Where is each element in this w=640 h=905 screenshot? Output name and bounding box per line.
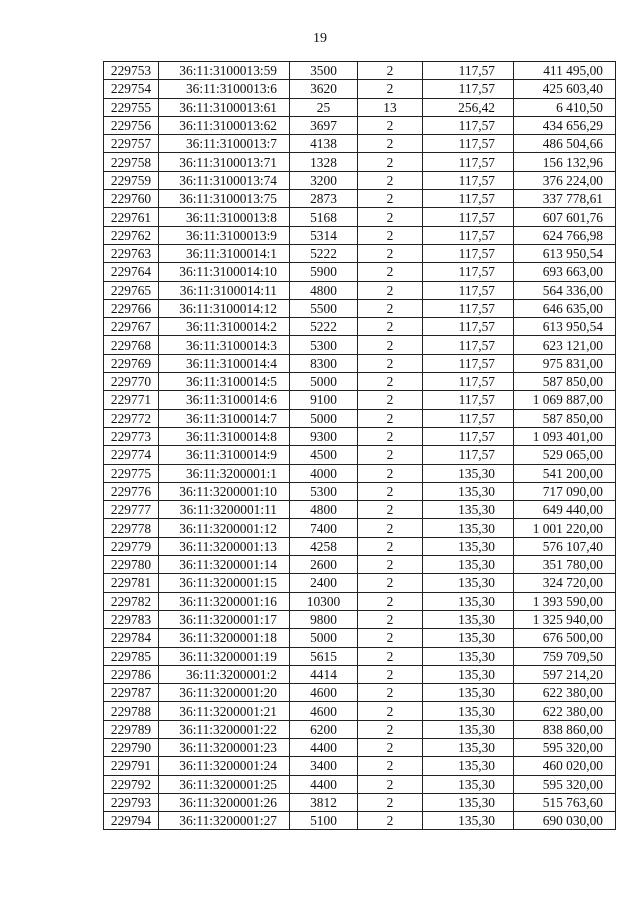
- area-cell: 5300: [290, 482, 358, 500]
- cadastral-value-cell: 595 320,00: [514, 775, 616, 793]
- row-id-cell: 229753: [104, 62, 159, 80]
- table-row: [104, 684, 616, 702]
- cadastral-number-cell: 36:11:3200001:23: [159, 738, 290, 756]
- rate-cell: 117,57: [423, 318, 514, 336]
- area-cell: 6200: [290, 720, 358, 738]
- cadastral-value-cell: 838 860,00: [514, 720, 616, 738]
- rate-cell: 135,30: [423, 775, 514, 793]
- rate-cell: 135,30: [423, 684, 514, 702]
- cadastral-number-cell: 36:11:3100014:1: [159, 244, 290, 262]
- area-cell: 2873: [290, 190, 358, 208]
- rate-cell: 135,30: [423, 702, 514, 720]
- group-cell: 2: [358, 244, 423, 262]
- group-cell: 2: [358, 501, 423, 519]
- cadastral-number-cell: 36:11:3200001:12: [159, 519, 290, 537]
- cadastral-value-cell: 646 635,00: [514, 299, 616, 317]
- rate-cell: 117,57: [423, 208, 514, 226]
- cadastral-value-cell: 376 224,00: [514, 171, 616, 189]
- cadastral-value-cell: 1 393 590,00: [514, 592, 616, 610]
- cadastral-value-cell: 411 495,00: [514, 62, 616, 80]
- cadastral-value-cell: 607 601,76: [514, 208, 616, 226]
- group-cell: 2: [358, 592, 423, 610]
- cadastral-number-cell: 36:11:3100013:62: [159, 116, 290, 134]
- rate-cell: 117,57: [423, 116, 514, 134]
- row-id-cell: 229757: [104, 135, 159, 153]
- cadastral-number-cell: 36:11:3200001:25: [159, 775, 290, 793]
- rate-cell: 117,57: [423, 263, 514, 281]
- table-row: [104, 738, 616, 756]
- cadastral-value-cell: 515 763,60: [514, 793, 616, 811]
- cadastral-value-cell: 975 831,00: [514, 354, 616, 372]
- area-cell: 5000: [290, 629, 358, 647]
- area-cell: 3500: [290, 62, 358, 80]
- cadastral-value-cell: 434 656,29: [514, 116, 616, 134]
- cadastral-number-cell: 36:11:3200001:21: [159, 702, 290, 720]
- rate-cell: 135,30: [423, 537, 514, 555]
- table-row: [104, 391, 616, 409]
- group-cell: 2: [358, 537, 423, 555]
- table-row: [104, 610, 616, 628]
- cadastral-number-cell: 36:11:3100013:59: [159, 62, 290, 80]
- rate-cell: 135,30: [423, 464, 514, 482]
- area-cell: 9300: [290, 427, 358, 445]
- row-id-cell: 229791: [104, 757, 159, 775]
- cadastral-number-cell: 36:11:3100013:71: [159, 153, 290, 171]
- group-cell: 2: [358, 519, 423, 537]
- group-cell: 2: [358, 354, 423, 372]
- row-id-cell: 229788: [104, 702, 159, 720]
- row-id-cell: 229784: [104, 629, 159, 647]
- cadastral-number-cell: 36:11:3200001:22: [159, 720, 290, 738]
- cadastral-value-cell: 541 200,00: [514, 464, 616, 482]
- area-cell: 4600: [290, 684, 358, 702]
- area-cell: 1328: [290, 153, 358, 171]
- group-cell: 2: [358, 80, 423, 98]
- cadastral-number-cell: 36:11:3200001:11: [159, 501, 290, 519]
- rate-cell: 117,57: [423, 135, 514, 153]
- area-cell: 3620: [290, 80, 358, 98]
- rate-cell: 117,57: [423, 373, 514, 391]
- cadastral-value-table: [103, 61, 616, 830]
- cadastral-value-cell: 6 410,50: [514, 98, 616, 116]
- area-cell: 4000: [290, 464, 358, 482]
- cadastral-value-cell: 529 065,00: [514, 446, 616, 464]
- cadastral-number-cell: 36:11:3200001:19: [159, 647, 290, 665]
- rate-cell: 135,30: [423, 501, 514, 519]
- group-cell: 2: [358, 135, 423, 153]
- cadastral-number-cell: 36:11:3200001:26: [159, 793, 290, 811]
- cadastral-value-cell: 324 720,00: [514, 574, 616, 592]
- row-id-cell: 229779: [104, 537, 159, 555]
- cadastral-number-cell: 36:11:3200001:10: [159, 482, 290, 500]
- group-cell: 2: [358, 171, 423, 189]
- rate-cell: 135,30: [423, 647, 514, 665]
- cadastral-value-cell: 1 069 887,00: [514, 391, 616, 409]
- row-id-cell: 229776: [104, 482, 159, 500]
- group-cell: 2: [358, 629, 423, 647]
- table-row: [104, 244, 616, 262]
- table-row: [104, 812, 616, 830]
- area-cell: 9800: [290, 610, 358, 628]
- area-cell: 2400: [290, 574, 358, 592]
- cadastral-value-cell: 595 320,00: [514, 738, 616, 756]
- row-id-cell: 229767: [104, 318, 159, 336]
- table-row: [104, 665, 616, 683]
- row-id-cell: 229775: [104, 464, 159, 482]
- cadastral-value-cell: 613 950,54: [514, 318, 616, 336]
- rate-cell: 117,57: [423, 427, 514, 445]
- area-cell: 5100: [290, 812, 358, 830]
- cadastral-number-cell: 36:11:3100014:5: [159, 373, 290, 391]
- area-cell: 4400: [290, 775, 358, 793]
- group-cell: 2: [358, 116, 423, 134]
- cadastral-value-cell: 693 663,00: [514, 263, 616, 281]
- group-cell: 2: [358, 647, 423, 665]
- cadastral-value-cell: 624 766,98: [514, 226, 616, 244]
- rate-cell: 117,57: [423, 391, 514, 409]
- group-cell: 2: [358, 482, 423, 500]
- group-cell: 2: [358, 720, 423, 738]
- cadastral-value-cell: 156 132,96: [514, 153, 616, 171]
- table-row: [104, 263, 616, 281]
- cadastral-number-cell: 36:11:3100014:6: [159, 391, 290, 409]
- table-row: [104, 98, 616, 116]
- rate-cell: 117,57: [423, 409, 514, 427]
- cadastral-value-cell: 649 440,00: [514, 501, 616, 519]
- rate-cell: 135,30: [423, 556, 514, 574]
- table-row: [104, 464, 616, 482]
- table-row: [104, 190, 616, 208]
- group-cell: 2: [358, 208, 423, 226]
- table-row: [104, 427, 616, 445]
- area-cell: 5222: [290, 318, 358, 336]
- group-cell: 2: [358, 226, 423, 244]
- area-cell: 25: [290, 98, 358, 116]
- table-row: [104, 775, 616, 793]
- group-cell: 2: [358, 556, 423, 574]
- rate-cell: 135,30: [423, 574, 514, 592]
- row-id-cell: 229786: [104, 665, 159, 683]
- table-row: [104, 501, 616, 519]
- cadastral-value-cell: 622 380,00: [514, 702, 616, 720]
- table-row: [104, 281, 616, 299]
- group-cell: 2: [358, 684, 423, 702]
- row-id-cell: 229758: [104, 153, 159, 171]
- table-body: [104, 62, 616, 830]
- group-cell: 2: [358, 153, 423, 171]
- area-cell: 5500: [290, 299, 358, 317]
- cadastral-number-cell: 36:11:3100014:8: [159, 427, 290, 445]
- row-id-cell: 229774: [104, 446, 159, 464]
- table-row: [104, 629, 616, 647]
- rate-cell: 135,30: [423, 592, 514, 610]
- cadastral-number-cell: 36:11:3200001:13: [159, 537, 290, 555]
- area-cell: 3200: [290, 171, 358, 189]
- cadastral-number-cell: 36:11:3100013:7: [159, 135, 290, 153]
- group-cell: 2: [358, 62, 423, 80]
- cadastral-value-cell: 486 504,66: [514, 135, 616, 153]
- group-cell: 2: [358, 427, 423, 445]
- area-cell: 9100: [290, 391, 358, 409]
- table-row: [104, 62, 616, 80]
- table-row: [104, 647, 616, 665]
- table-row: [104, 574, 616, 592]
- rate-cell: 117,57: [423, 171, 514, 189]
- table-row: [104, 519, 616, 537]
- area-cell: 5168: [290, 208, 358, 226]
- cadastral-value-cell: 690 030,00: [514, 812, 616, 830]
- area-cell: 4800: [290, 281, 358, 299]
- row-id-cell: 229768: [104, 336, 159, 354]
- row-id-cell: 229765: [104, 281, 159, 299]
- cadastral-number-cell: 36:11:3100014:7: [159, 409, 290, 427]
- row-id-cell: 229772: [104, 409, 159, 427]
- rate-cell: 117,57: [423, 190, 514, 208]
- rate-cell: 135,30: [423, 610, 514, 628]
- cadastral-value-cell: 564 336,00: [514, 281, 616, 299]
- row-id-cell: 229793: [104, 793, 159, 811]
- table-row: [104, 556, 616, 574]
- table-row: [104, 116, 616, 134]
- rate-cell: 135,30: [423, 757, 514, 775]
- cadastral-number-cell: 36:11:3100014:3: [159, 336, 290, 354]
- table-row: [104, 171, 616, 189]
- area-cell: 4800: [290, 501, 358, 519]
- rate-cell: 135,30: [423, 482, 514, 500]
- group-cell: 2: [358, 464, 423, 482]
- row-id-cell: 229789: [104, 720, 159, 738]
- page-number: 19: [313, 31, 327, 46]
- rate-cell: 117,57: [423, 244, 514, 262]
- rate-cell: 117,57: [423, 153, 514, 171]
- table-row: [104, 299, 616, 317]
- cadastral-value-cell: 623 121,00: [514, 336, 616, 354]
- cadastral-value-cell: 460 020,00: [514, 757, 616, 775]
- cadastral-value-cell: 759 709,50: [514, 647, 616, 665]
- rate-cell: 117,57: [423, 336, 514, 354]
- rate-cell: 135,30: [423, 812, 514, 830]
- row-id-cell: 229790: [104, 738, 159, 756]
- area-cell: 4600: [290, 702, 358, 720]
- row-id-cell: 229755: [104, 98, 159, 116]
- cadastral-number-cell: 36:11:3100014:10: [159, 263, 290, 281]
- rate-cell: 135,30: [423, 519, 514, 537]
- row-id-cell: 229766: [104, 299, 159, 317]
- table-row: [104, 720, 616, 738]
- rate-cell: 135,30: [423, 720, 514, 738]
- table-row: [104, 208, 616, 226]
- table-row: [104, 80, 616, 98]
- area-cell: 2600: [290, 556, 358, 574]
- cadastral-number-cell: 36:11:3100014:11: [159, 281, 290, 299]
- area-cell: 7400: [290, 519, 358, 537]
- cadastral-value-cell: 337 778,61: [514, 190, 616, 208]
- area-cell: 4138: [290, 135, 358, 153]
- cadastral-value-cell: 1 001 220,00: [514, 519, 616, 537]
- table-row: [104, 702, 616, 720]
- group-cell: 2: [358, 281, 423, 299]
- cadastral-number-cell: 36:11:3100014:12: [159, 299, 290, 317]
- group-cell: 2: [358, 738, 423, 756]
- row-id-cell: 229780: [104, 556, 159, 574]
- cadastral-number-cell: 36:11:3100013:74: [159, 171, 290, 189]
- table-row: [104, 482, 616, 500]
- cadastral-number-cell: 36:11:3200001:16: [159, 592, 290, 610]
- row-id-cell: 229760: [104, 190, 159, 208]
- cadastral-number-cell: 36:11:3200001:27: [159, 812, 290, 830]
- cadastral-number-cell: 36:11:3100014:2: [159, 318, 290, 336]
- group-cell: 2: [358, 391, 423, 409]
- group-cell: 2: [358, 757, 423, 775]
- row-id-cell: 229763: [104, 244, 159, 262]
- group-cell: 2: [358, 336, 423, 354]
- table-row: [104, 336, 616, 354]
- table-row: [104, 354, 616, 372]
- row-id-cell: 229781: [104, 574, 159, 592]
- cadastral-number-cell: 36:11:3100014:9: [159, 446, 290, 464]
- cadastral-number-cell: 36:11:3100013:8: [159, 208, 290, 226]
- table-row: [104, 135, 616, 153]
- row-id-cell: 229778: [104, 519, 159, 537]
- row-id-cell: 229783: [104, 610, 159, 628]
- table-row: [104, 757, 616, 775]
- table-row: [104, 226, 616, 244]
- cadastral-number-cell: 36:11:3200001:24: [159, 757, 290, 775]
- group-cell: 2: [358, 775, 423, 793]
- rate-cell: 117,57: [423, 62, 514, 80]
- row-id-cell: 229777: [104, 501, 159, 519]
- rate-cell: 135,30: [423, 793, 514, 811]
- group-cell: 2: [358, 190, 423, 208]
- group-cell: 13: [358, 98, 423, 116]
- area-cell: 3812: [290, 793, 358, 811]
- rate-cell: 117,57: [423, 299, 514, 317]
- cadastral-value-cell: 587 850,00: [514, 373, 616, 391]
- group-cell: 2: [358, 409, 423, 427]
- cadastral-number-cell: 36:11:3100014:4: [159, 354, 290, 372]
- rate-cell: 117,57: [423, 354, 514, 372]
- area-cell: 8300: [290, 354, 358, 372]
- area-cell: 5000: [290, 409, 358, 427]
- area-cell: 4500: [290, 446, 358, 464]
- row-id-cell: 229782: [104, 592, 159, 610]
- group-cell: 2: [358, 812, 423, 830]
- group-cell: 2: [358, 318, 423, 336]
- table-row: [104, 153, 616, 171]
- rate-cell: 135,30: [423, 665, 514, 683]
- area-cell: 5900: [290, 263, 358, 281]
- group-cell: 2: [358, 665, 423, 683]
- rate-cell: 117,57: [423, 446, 514, 464]
- area-cell: 4258: [290, 537, 358, 555]
- group-cell: 2: [358, 793, 423, 811]
- area-cell: 5000: [290, 373, 358, 391]
- row-id-cell: 229794: [104, 812, 159, 830]
- table-row: [104, 318, 616, 336]
- table-row: [104, 446, 616, 464]
- area-cell: 5300: [290, 336, 358, 354]
- row-id-cell: 229764: [104, 263, 159, 281]
- cadastral-number-cell: 36:11:3200001:14: [159, 556, 290, 574]
- rate-cell: 117,57: [423, 281, 514, 299]
- cadastral-number-cell: 36:11:3100013:9: [159, 226, 290, 244]
- cadastral-value-cell: 425 603,40: [514, 80, 616, 98]
- row-id-cell: 229770: [104, 373, 159, 391]
- row-id-cell: 229769: [104, 354, 159, 372]
- row-id-cell: 229771: [104, 391, 159, 409]
- group-cell: 2: [358, 574, 423, 592]
- cadastral-value-cell: 597 214,20: [514, 665, 616, 683]
- table-row: [104, 793, 616, 811]
- area-cell: 4400: [290, 738, 358, 756]
- cadastral-number-cell: 36:11:3200001:18: [159, 629, 290, 647]
- group-cell: 2: [358, 263, 423, 281]
- area-cell: 5222: [290, 244, 358, 262]
- area-cell: 3400: [290, 757, 358, 775]
- cadastral-value-cell: 613 950,54: [514, 244, 616, 262]
- cadastral-value-cell: 622 380,00: [514, 684, 616, 702]
- row-id-cell: 229773: [104, 427, 159, 445]
- row-id-cell: 229761: [104, 208, 159, 226]
- cadastral-number-cell: 36:11:3200001:17: [159, 610, 290, 628]
- rate-cell: 256,42: [423, 98, 514, 116]
- table-row: [104, 409, 616, 427]
- row-id-cell: 229787: [104, 684, 159, 702]
- cadastral-number-cell: 36:11:3200001:2: [159, 665, 290, 683]
- cadastral-number-cell: 36:11:3200001:1: [159, 464, 290, 482]
- row-id-cell: 229756: [104, 116, 159, 134]
- table-row: [104, 592, 616, 610]
- row-id-cell: 229785: [104, 647, 159, 665]
- cadastral-value-cell: 576 107,40: [514, 537, 616, 555]
- cadastral-number-cell: 36:11:3100013:6: [159, 80, 290, 98]
- cadastral-number-cell: 36:11:3100013:61: [159, 98, 290, 116]
- area-cell: 10300: [290, 592, 358, 610]
- cadastral-value-cell: 1 093 401,00: [514, 427, 616, 445]
- group-cell: 2: [358, 373, 423, 391]
- cadastral-value-cell: 676 500,00: [514, 629, 616, 647]
- row-id-cell: 229762: [104, 226, 159, 244]
- cadastral-number-cell: 36:11:3200001:20: [159, 684, 290, 702]
- cadastral-value-cell: 351 780,00: [514, 556, 616, 574]
- row-id-cell: 229759: [104, 171, 159, 189]
- table-row: [104, 373, 616, 391]
- cadastral-number-cell: 36:11:3200001:15: [159, 574, 290, 592]
- group-cell: 2: [358, 446, 423, 464]
- area-cell: 5615: [290, 647, 358, 665]
- group-cell: 2: [358, 610, 423, 628]
- row-id-cell: 229754: [104, 80, 159, 98]
- area-cell: 5314: [290, 226, 358, 244]
- rate-cell: 117,57: [423, 80, 514, 98]
- cadastral-number-cell: 36:11:3100013:75: [159, 190, 290, 208]
- rate-cell: 135,30: [423, 738, 514, 756]
- row-id-cell: 229792: [104, 775, 159, 793]
- cadastral-value-cell: 717 090,00: [514, 482, 616, 500]
- rate-cell: 117,57: [423, 226, 514, 244]
- area-cell: 4414: [290, 665, 358, 683]
- cadastral-value-cell: 1 325 940,00: [514, 610, 616, 628]
- group-cell: 2: [358, 299, 423, 317]
- area-cell: 3697: [290, 116, 358, 134]
- cadastral-value-cell: 587 850,00: [514, 409, 616, 427]
- rate-cell: 135,30: [423, 629, 514, 647]
- table-row: [104, 537, 616, 555]
- group-cell: 2: [358, 702, 423, 720]
